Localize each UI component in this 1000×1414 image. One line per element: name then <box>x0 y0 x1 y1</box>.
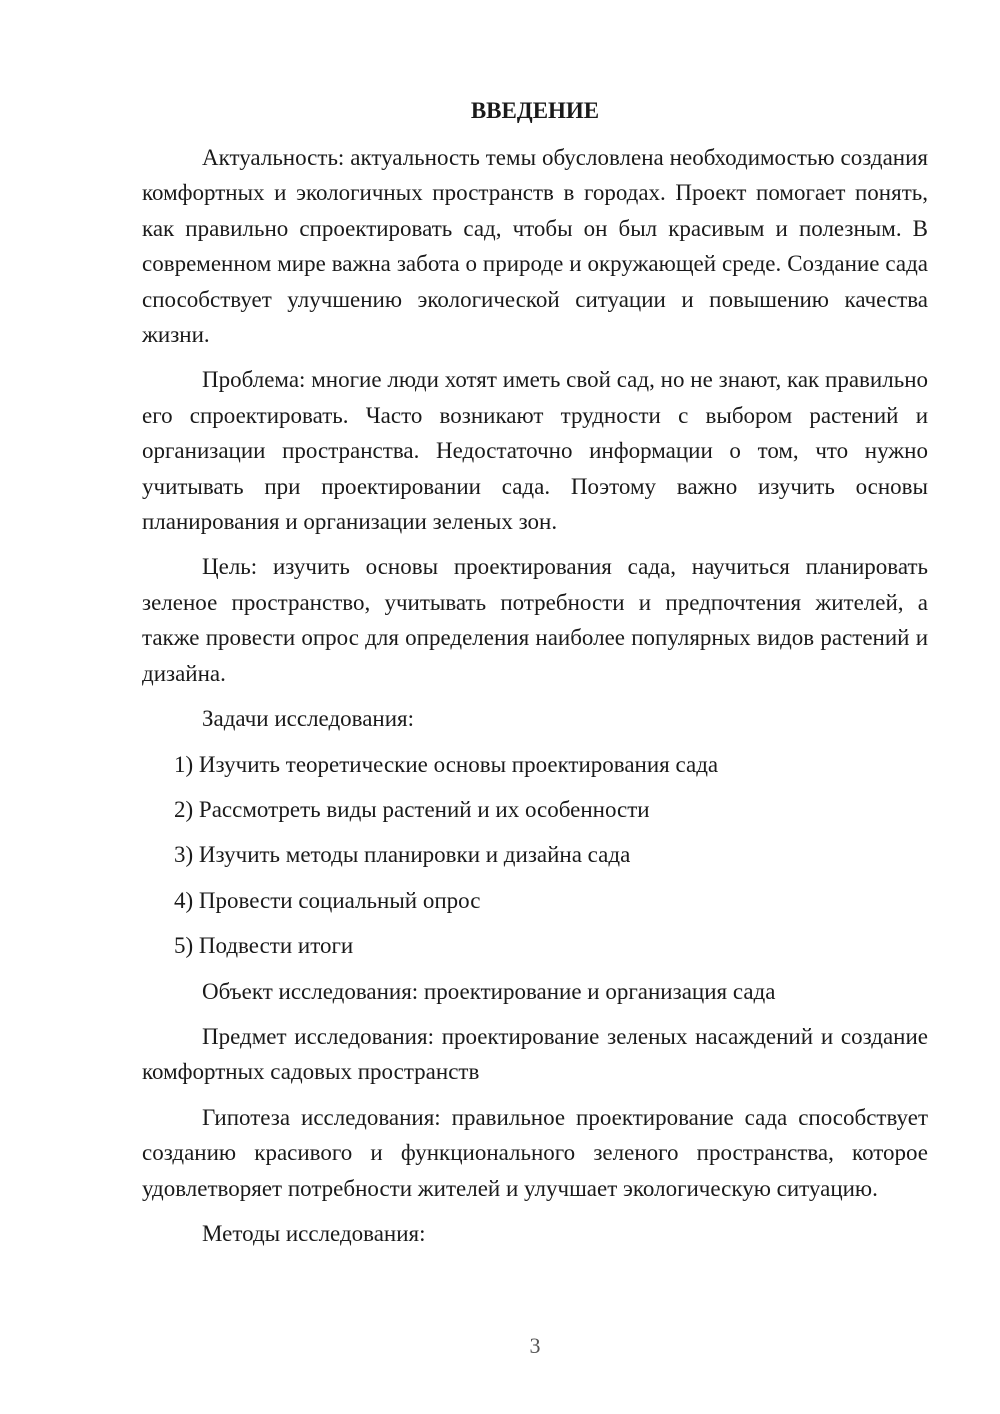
tasks-list <box>142 747 928 964</box>
list-item: 1) Изучить теоретические основы проектирования сада <box>174 751 719 777</box>
subject-paragraph: Предмет исследования: проектирование зеленых насаждений и создание комфортных садовых пространств <box>142 1023 928 1085</box>
document-body <box>142 96 928 1261</box>
page-number: 3 <box>529 1333 541 1358</box>
tasks-heading: Задачи исследования: <box>202 706 415 732</box>
list-item: 4) Провести социальный опрос <box>174 887 481 913</box>
goal-paragraph: Цель: изучить основы проектирования сада, научиться планировать зеленое пространство, учитывать потребности и предпочтения жителей, а также провести опрос для определения наиболее популярных видов растений и дизайна. <box>142 554 928 686</box>
list-item: 3) Изучить методы планировки и дизайна сада <box>174 842 631 868</box>
page-title: ВВЕДЕНИЕ <box>470 98 600 123</box>
list-item: 2) Рассмотреть виды растений и их особенности <box>174 796 650 822</box>
problem-paragraph: Проблема: многие люди хотят иметь свой сад, но не знают, как правильно его спроектировать. Часто возникают трудности с выбором растений и организации пространства. Недостаточно информации о том, что нужно учитывать при проектировании сада. Поэтому важно изучить основы планирования и организации зеленых зон. <box>142 367 928 535</box>
methods-heading: Методы исследования: <box>202 1220 426 1246</box>
hypothesis-paragraph: Гипотеза исследования: правильное проектирование сада способствует созданию красивого и функционального зеленого пространства, которое удовлетворяет потребности жителей и улучшает экологическую ситуацию. <box>142 1104 928 1201</box>
list-item: 5) Подвести итоги <box>174 933 354 959</box>
object-line: Объект исследования: проектирование и организация сада <box>202 978 776 1004</box>
relevance-paragraph: Актуальность: актуальность темы обусловлена необходимостью создания комфортных и экологичных пространств в городах. Проект помогает понять, как правильно спроектировать сад, чтобы он был красивым и полезным. В современном мире важна забота о природе и окружающей среде. Создание сада способствует улучшению экологической ситуации и повышению качества жизни. <box>142 145 928 348</box>
